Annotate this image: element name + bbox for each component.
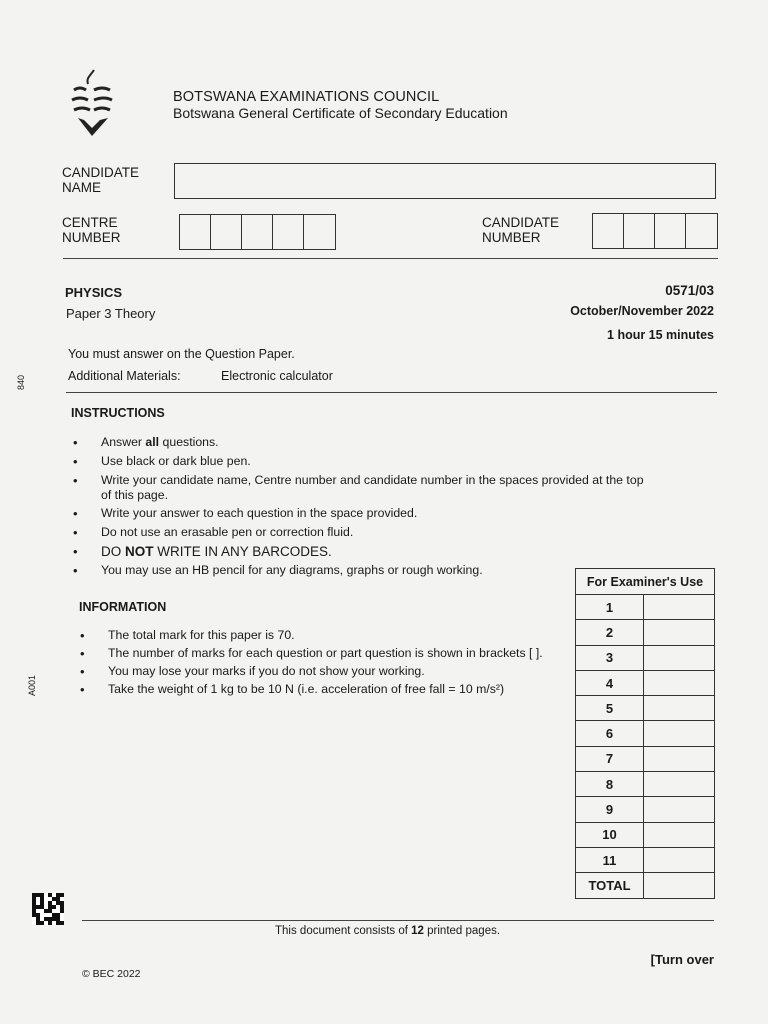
candidate-number-label: CANDIDATE NUMBER xyxy=(482,215,560,245)
candidate-name-label: CANDIDATE NAME xyxy=(62,165,140,195)
answer-note: You must answer on the Question Paper. xyxy=(68,347,295,361)
copyright: © BEC 2022 xyxy=(82,968,141,980)
centre-number-label: CENTRE NUMBER xyxy=(62,215,121,245)
instruction-item: • Write your candidate name, Centre number and candidate number in the spaces provided at the top of this page. xyxy=(73,473,653,503)
subject: PHYSICS xyxy=(65,285,123,300)
examiner-row xyxy=(576,822,715,847)
divider xyxy=(63,258,718,259)
margin-code: A001 xyxy=(27,674,37,696)
examiner-row xyxy=(576,670,715,695)
candidate-digit[interactable] xyxy=(686,214,717,248)
instruction-item: • Do not use an erasable pen or correction fluid. xyxy=(73,525,653,540)
barcode xyxy=(31,893,65,925)
exam-session: October/November 2022 xyxy=(570,304,714,318)
mark-cell[interactable] xyxy=(644,822,715,847)
question-number: 10 xyxy=(576,822,644,847)
candidate-name-field[interactable] xyxy=(174,163,716,199)
candidate-digit[interactable] xyxy=(593,214,624,248)
examiner-row xyxy=(576,645,715,670)
examiner-use-table xyxy=(575,568,715,899)
mark-cell[interactable] xyxy=(644,873,715,898)
page-count: This document consists of 12 printed pages. xyxy=(275,925,501,937)
centre-number-field[interactable] xyxy=(179,214,336,250)
centre-digit[interactable] xyxy=(304,215,335,249)
mark-cell[interactable] xyxy=(644,847,715,872)
question-number: 2 xyxy=(576,620,644,645)
divider xyxy=(66,392,717,393)
information-heading: INFORMATION xyxy=(79,600,167,614)
mark-cell[interactable] xyxy=(644,746,715,771)
question-number: 1 xyxy=(576,595,644,620)
exam-duration: 1 hour 15 minutes xyxy=(607,328,714,342)
examiner-row xyxy=(576,696,715,721)
examiner-row xyxy=(576,873,715,898)
question-number: 3 xyxy=(576,645,644,670)
paper-code: 0571/03 xyxy=(665,283,714,298)
question-number: 7 xyxy=(576,746,644,771)
instructions-heading: INSTRUCTIONS xyxy=(71,406,165,420)
mark-cell[interactable] xyxy=(644,645,715,670)
turn-over: [Turn over xyxy=(650,952,714,967)
candidate-digit[interactable] xyxy=(624,214,655,248)
question-number: 9 xyxy=(576,797,644,822)
instructions-list xyxy=(73,435,653,582)
examiner-row xyxy=(576,847,715,872)
mark-cell[interactable] xyxy=(644,595,715,620)
information-item: • You may lose your marks if you do not show your working. xyxy=(80,664,570,679)
question-number: 11 xyxy=(576,847,644,872)
information-item: • The number of marks for each question or part question is shown in brackets [ ]. xyxy=(80,646,570,661)
question-number: TOTAL xyxy=(576,873,644,898)
candidate-number-field[interactable] xyxy=(592,213,718,249)
mark-cell[interactable] xyxy=(644,721,715,746)
certificate-title: Botswana General Certificate of Secondary Education xyxy=(173,105,508,121)
examiner-row xyxy=(576,772,715,797)
mark-cell[interactable] xyxy=(644,696,715,721)
mark-cell[interactable] xyxy=(644,797,715,822)
mark-cell[interactable] xyxy=(644,670,715,695)
examiner-row xyxy=(576,797,715,822)
instruction-item: • Answer all questions. xyxy=(73,435,653,450)
question-number: 4 xyxy=(576,670,644,695)
mark-cell[interactable] xyxy=(644,772,715,797)
instruction-item: • Write your answer to each question in the space provided. xyxy=(73,506,653,521)
examiner-row xyxy=(576,746,715,771)
centre-digit[interactable] xyxy=(273,215,304,249)
centre-digit[interactable] xyxy=(211,215,242,249)
centre-digit[interactable] xyxy=(180,215,211,249)
mark-cell[interactable] xyxy=(644,620,715,645)
instruction-item: • You may use an HB pencil for any diagrams, graphs or rough working. xyxy=(73,563,653,578)
examiner-row xyxy=(576,595,715,620)
council-name: BOTSWANA EXAMINATIONS COUNCIL xyxy=(173,89,440,105)
margin-code: 840 xyxy=(16,374,26,390)
information-item: • Take the weight of 1 kg to be 10 N (i.e. acceleration of free fall = 10 m/s²) xyxy=(80,682,570,697)
information-item: • The total mark for this paper is 70. xyxy=(80,628,570,643)
examiner-row xyxy=(576,721,715,746)
question-number: 5 xyxy=(576,696,644,721)
paper-name: Paper 3 Theory xyxy=(66,306,156,321)
candidate-digit[interactable] xyxy=(655,214,686,248)
instruction-item: • DO NOT WRITE IN ANY BARCODES. xyxy=(73,544,653,559)
materials-value: Electronic calculator xyxy=(221,369,333,383)
instruction-item: • Use black or dark blue pen. xyxy=(73,454,653,469)
question-number: 8 xyxy=(576,772,644,797)
centre-digit[interactable] xyxy=(242,215,273,249)
examiner-table-heading: For Examiner's Use xyxy=(576,569,715,595)
footer-divider xyxy=(82,920,714,921)
examiner-row xyxy=(576,620,715,645)
materials-label: Additional Materials: xyxy=(68,369,181,383)
information-list xyxy=(80,628,570,700)
question-number: 6 xyxy=(576,721,644,746)
bec-logo xyxy=(64,66,120,140)
